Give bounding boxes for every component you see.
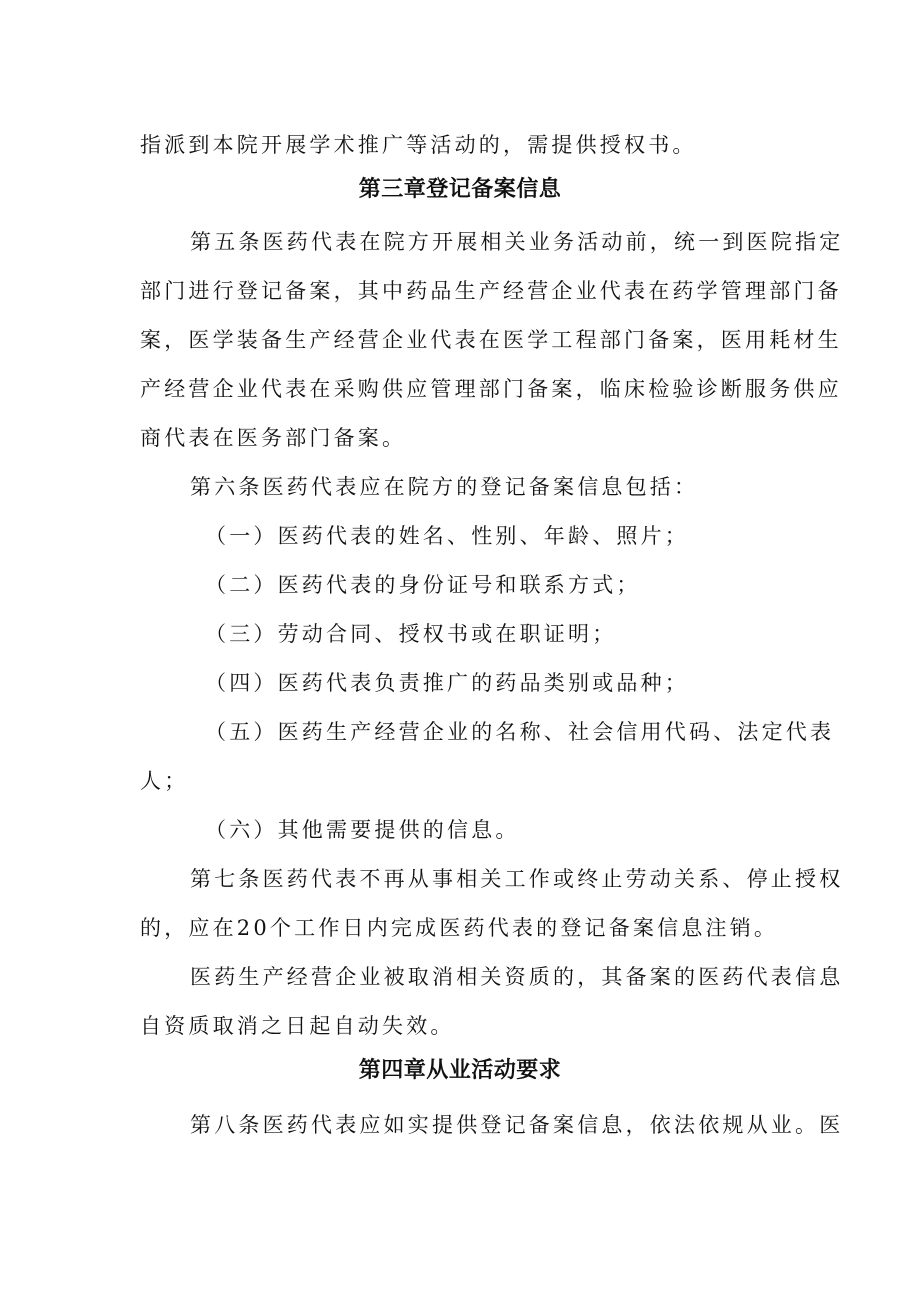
paragraph-line: 指派到本院开展学术推广等活动的，需提供授权书。 <box>140 133 697 157</box>
list-item: （二）医药代表的身份证号和联系方式； <box>205 573 641 597</box>
chapter-heading-3: 第三章登记备案信息 <box>358 177 562 202</box>
chapter-heading-4: 第四章从业活动要求 <box>358 1058 562 1083</box>
article-5-line: 第五条医药代表在院方开展相关业务活动前，统一到医院指定 <box>190 230 844 254</box>
list-item: （一）医药代表的姓名、性别、年龄、照片； <box>205 524 689 548</box>
list-item: （三）劳动合同、授权书或在职证明； <box>205 622 617 646</box>
article-5-line: 产经营企业代表在采购供应管理部门备案，临床检验诊断服务供应 <box>140 377 842 401</box>
article-7-line: 的，应在20个工作日内完成医药代表的登记备案信息注销。 <box>140 916 779 940</box>
list-item: （五）医药生产经营企业的名称、社会信用代码、法定代表 <box>205 720 835 744</box>
list-item-continuation: 人； <box>140 769 189 793</box>
article-5-line: 部门进行登记备案，其中药品生产经营企业代表在药学管理部门备 <box>140 279 842 303</box>
article-5-line: 案，医学装备生产经营企业代表在医学工程部门备案，医用耗材生 <box>140 328 842 352</box>
paragraph-line: 医药生产经营企业被取消相关资质的，其备案的医药代表信息 <box>190 965 844 989</box>
list-item: （四）医药代表负责推广的药品类别或品种； <box>205 671 689 695</box>
list-item: （六）其他需要提供的信息。 <box>205 818 520 842</box>
article-5-line: 商代表在医务部门备案。 <box>140 426 407 450</box>
article-6-line: 第六条医药代表应在院方的登记备案信息包括： <box>190 475 699 499</box>
paragraph-line: 自资质取消之日起自动失效。 <box>140 1014 455 1038</box>
article-8-line: 第八条医药代表应如实提供登记备案信息，依法依规从业。医 <box>190 1113 844 1137</box>
article-7-line: 第七条医药代表不再从事相关工作或终止劳动关系、停止授权 <box>190 867 844 891</box>
